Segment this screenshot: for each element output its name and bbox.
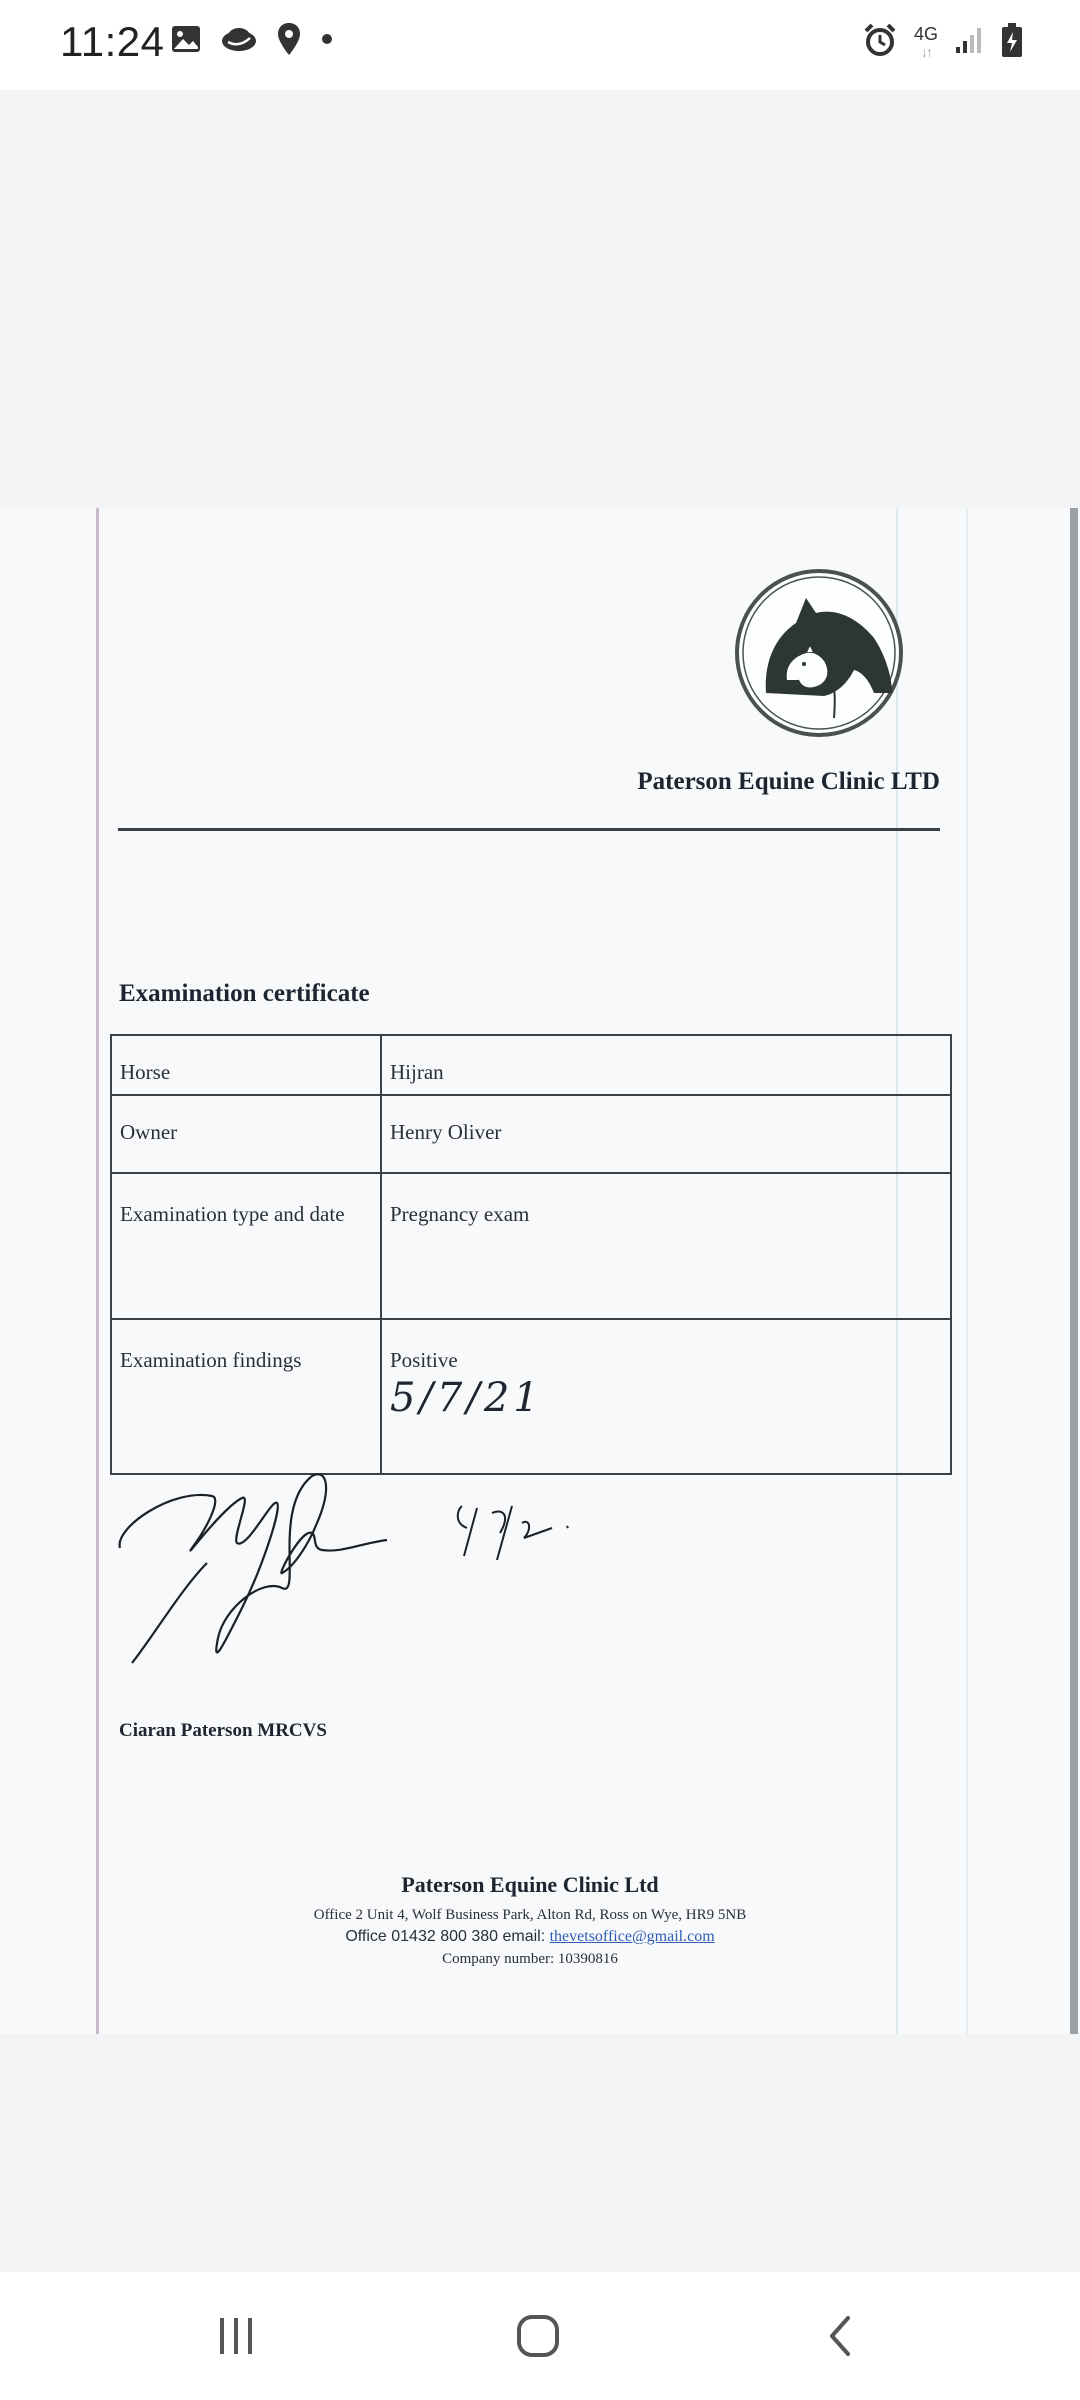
- table-row: [111, 1319, 951, 1474]
- document-footer: [180, 1872, 880, 1970]
- footer-address: Office 2 Unit 4, Wolf Business Park, Alton Rd, Ross on Wye, HR9 5NB: [313, 1907, 747, 1923]
- back-icon: [820, 2312, 860, 2360]
- footer-email-link[interactable]: thevetsoffice@gmail.com: [549, 1928, 715, 1945]
- page-edge: [1070, 508, 1078, 2034]
- footer-contact: [180, 1926, 880, 1948]
- status-bar: [0, 0, 1080, 90]
- recent-apps-icon: [214, 2314, 258, 2358]
- table-row: [111, 1173, 951, 1319]
- home-icon: [514, 2312, 562, 2360]
- location-pin-icon: [276, 22, 302, 61]
- navigation-bar: [0, 2272, 1080, 2400]
- page-margin-line: [966, 508, 968, 2034]
- header-divider: [118, 828, 940, 831]
- table-row: [111, 1035, 951, 1095]
- certificate-title: Examination certificate: [119, 980, 370, 1007]
- network-type-label: 4G: [913, 23, 938, 44]
- table-value: Positive: [390, 1348, 458, 1372]
- table-row: [111, 1095, 951, 1173]
- examination-table: [110, 1034, 952, 1475]
- table-label: Examination type and date: [111, 1173, 381, 1319]
- table-value: Pregnancy exam: [381, 1173, 951, 1319]
- table-value: Henry Oliver: [381, 1095, 951, 1173]
- image-viewer[interactable]: [0, 90, 1080, 2270]
- recent-apps-button[interactable]: [196, 2308, 276, 2364]
- notification-icons: [170, 22, 334, 61]
- footer-phone: Office 01432 800 380 email:: [345, 1928, 550, 1945]
- footer-company-number: Company number: 10390816: [442, 1951, 618, 1967]
- table-value-cell: [381, 1319, 951, 1474]
- back-button[interactable]: [800, 2308, 880, 2364]
- home-button[interactable]: [498, 2308, 578, 2364]
- gallery-icon: [170, 23, 202, 60]
- cloud-icon: [220, 24, 258, 59]
- table-label: Owner: [111, 1095, 381, 1173]
- handwritten-date: 5/7/21: [390, 1375, 543, 1421]
- horse-logo-icon: [734, 568, 904, 738]
- signatory-name: Ciaran Paterson MRCVS: [119, 1720, 327, 1741]
- dot-icon: [320, 32, 334, 51]
- clinic-name: Paterson Equine Clinic LTD: [637, 768, 940, 795]
- page-margin-line: [96, 508, 99, 2034]
- footer-company-name: Paterson Equine Clinic Ltd: [401, 1872, 659, 1897]
- system-icons: [862, 22, 1024, 63]
- table-value: Hijran: [381, 1035, 951, 1095]
- status-time: 11:24: [60, 18, 165, 65]
- table-label: Horse: [111, 1035, 381, 1095]
- battery-charging-icon: [1000, 22, 1024, 63]
- network-4g-icon: [914, 25, 938, 61]
- handwritten-signature: [112, 1468, 632, 1698]
- table-label: Examination findings: [111, 1319, 381, 1474]
- scanned-certificate[interactable]: [0, 508, 1080, 2034]
- signal-icon: [954, 25, 984, 60]
- alarm-icon: [862, 22, 898, 63]
- network-arrows: ↓↑: [920, 43, 931, 60]
